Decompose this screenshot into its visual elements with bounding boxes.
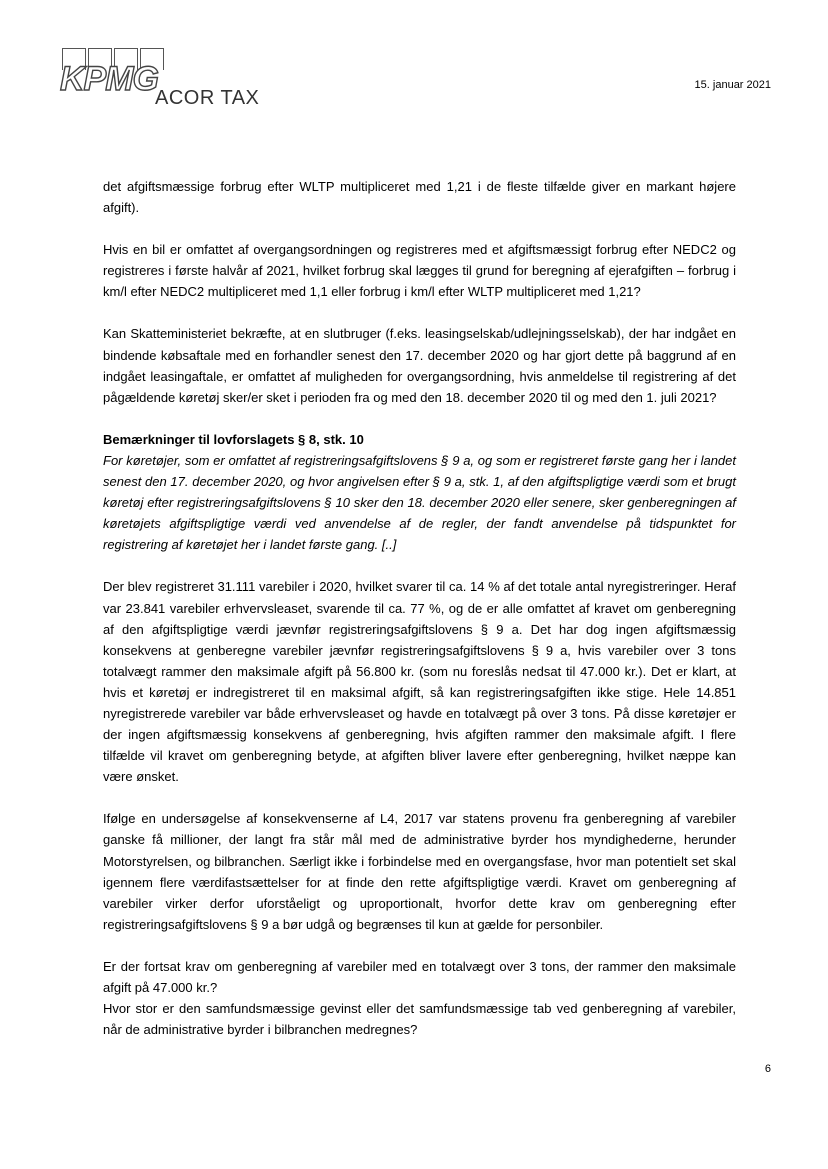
section-heading: Bemærkninger til lovforslagets § 8, stk. 10 <box>103 431 364 447</box>
kpmg-acor-tax-logo <box>60 48 290 112</box>
paragraph-3: Kan Skatteministeriet bekræfte, at en slutbruger (f.eks. leasingselskab/udlejningsselskab), der har indgået en bindende købsaftale med en forhandler senest den 17. december 2020 og har gjort dette på baggrund af en indgået leasingaftale, er omfattet af muligheden for overgangsordning, hvis anmeldelse til registrering af det pågældende køretøj sker/er sket i perioden fra og med den 18. december 2020 til og med den 1. juli 2021? <box>103 326 736 405</box>
quoted-remarks: For køretøjer, som er omfattet af registreringsafgiftslovens § 9 a, og som er registreret første gang her i landet senest den 17. december 2020, og hvor angivelsen efter § 9 a, stk. 1, af den afgiftspligtige værdi som et brugt køretøj efter registreringsafgiftslovens § 10 sker den 18. december 2020 eller senere, sker genberegningen af køretøjets afgiftspligtige værdi ved anvendelse af de regler, der fandt anvendelse på tidspunktet for registrering af køretøjet her i landet første gang. [..] <box>103 452 736 553</box>
paragraph-1: det afgiftsmæssige forbrug efter WLTP multipliceret med 1,21 i de fleste tilfælde giver en markant højere afgift). <box>103 179 736 216</box>
logo-acor-tax-text: ACOR TAX <box>155 87 260 109</box>
document-date: 15. januar 2021 <box>694 79 771 91</box>
question-1: Er der fortsat krav om genberegning af varebiler med en totalvægt over 3 tons, der rammer den maksimale afgift på 47.000 kr.? <box>103 958 736 995</box>
logo-kpmg-wordmark: KPMG <box>60 60 158 98</box>
paragraph-5: Ifølge en undersøgelse af konsekvenserne af L4, 2017 var statens provenu fra genberegning af varebiler ganske få millioner, der langt fra står mål med de administrative byrder hos myndighederne, herunder Motorstyrelsen, og bilbranchen. Særligt ikke i forbindelse med en overgangsfase, hvor man potentielt set skal igennem flere værdifastsættelser for at finde den rette afgiftspligtige værdi. Kravet om genberegning af varebiler virker derfor uforståeligt og uproportionalt, hvorfor dette krav om genberegning efter registreringsafgiftslovens § 9 a bør udgå og begrænses til kun at gælde for personbiler. <box>103 811 736 932</box>
paragraph-2: Hvis en bil er omfattet af overgangsordningen og registreres med et afgiftsmæssigt forbrug efter NEDC2 og registreres i første halvår af 2021, hvilket forbrug skal lægges til grund for beregning af ejerafgiften – forbrug i km/l efter NEDC2 multipliceret med 1,1 eller forbrug i km/l efter WLTP multipliceret med 1,21? <box>103 242 736 300</box>
document-body <box>103 176 736 1061</box>
paragraph-4: Der blev registreret 31.111 varebiler i 2020, hvilket svarer til ca. 14 % af det totale antal nyregistreringer. Heraf var 23.841 varebiler erhvervsleaset, svarende til ca. 77 %, og de er alle omfattet af kravet om genberegning af den afgiftspligtige værdi jævnfør registreringsafgiftslovens § 9 a. Det har dog ingen afgiftsmæssig konsekvens at genberegne varebiler jævnfør registreringsafgiftslovens § 9 a, hvis varebiler over 3 tons totalvægt rammer den maksimale afgift på 56.800 kr. (som nu foreslås nedsat til 47.000 kr.). Det er klart, at hvis et køretøj er indregistreret til en maksimal afgift, så kan registreringsafgiften ikke stige. Hele 14.851 nyregistrerede varebiler var både erhvervsleaset og havde en totalvægt på over 3 tons. På disse køretøjer er der ingen afgiftsmæssig konsekvens af genberegning, hvis afgiften rammer den maksimale afgift. I flere tilfælde vil kravet om genberegning betyde, at afgiften bliver lavere efter genberegning, hvilket næppe kan være ønsket. <box>103 579 736 785</box>
page-number: 6 <box>764 1063 771 1075</box>
question-2: Hvor stor er den samfundsmæssige gevinst eller det samfundsmæssige tab ved genberegning af varebiler, når de administrative byrder i bilbranchen medregnes? <box>103 1001 736 1038</box>
